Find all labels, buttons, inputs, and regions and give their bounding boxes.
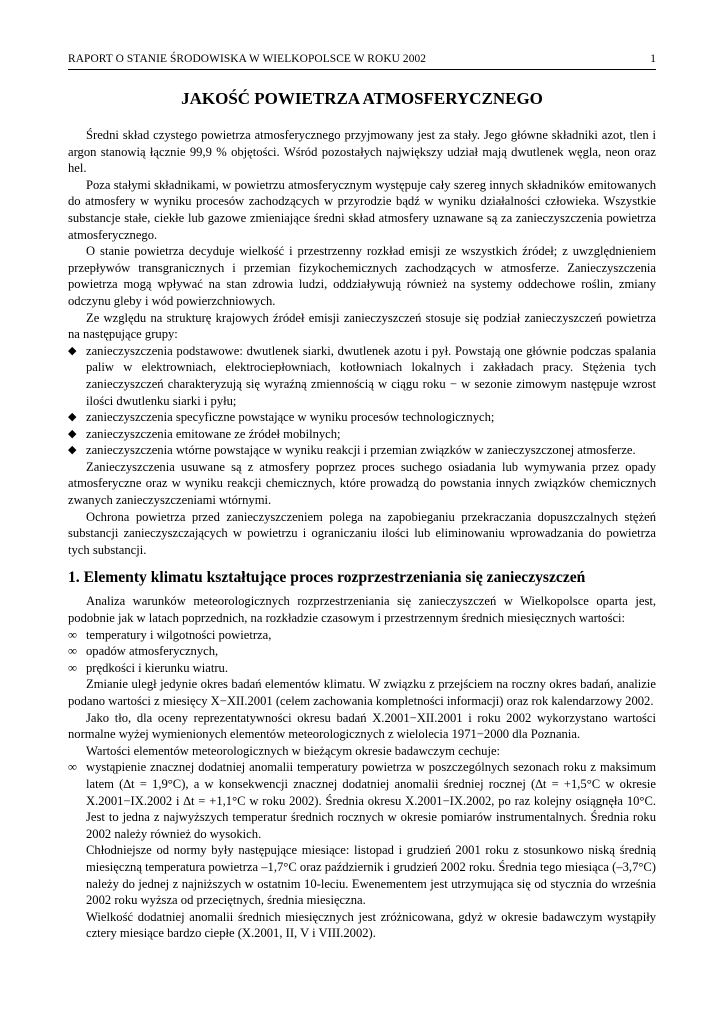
document-body: [68, 127, 656, 942]
list-item: [68, 442, 656, 459]
list-item-text: zanieczyszczenia emitowane ze źródeł mobilnych;: [86, 426, 341, 441]
header-title: RAPORT O STANIE ŚRODOWISKA W WIELKOPOLSCE W ROKU 2002: [68, 53, 427, 65]
list-item: [68, 409, 656, 426]
diamond-bullet-icon: ◆: [68, 411, 77, 424]
document-title: JAKOŚĆ POWIETRZA ATMOSFERYCZNEGO: [181, 89, 543, 108]
list-item-text: wystąpienie znacznej dodatniej anomalii temperatury powietrza w poszczególnych sezonach roku z maksimum latem (∆t = 1,9°C), a w konsekwencji znacznej dodatniej anomalii średniej rocznej (∆t = +1,5°C w okresie X.2001−IX.2002 i ∆t = +1,1°C w roku 2002). Średnia okresu X.2001−IX.2002, po raz kolejny osiągnęła 10°C. Jest to jedna z najwyższych temperatur średnich rocznych w okresie pomiarów instrumentalnych. Średnia roku 2002 należy również do wysokich.: [86, 760, 656, 841]
list-item: [68, 643, 656, 660]
paragraph: Zanieczyszczenia usuwane są z atmosfery poprzez proces suchego osiadania lub wymywania przez opady atmosferyczne oraz w wyniku reakcji chemicznych, które prowadzą do powstania innych związków chemicznych zwanych zanieczyszczeniami wtórnymi.: [68, 459, 656, 508]
paragraph: Analiza warunków meteorologicznych rozprzestrzeniania się zanieczyszczeń w Wielkopolsce oparta jest, podobnie jak w latach poprzednich, na rozkładzie czasowym i przestrzennym średnich miesięcznych wartości:: [68, 594, 656, 626]
diamond-bullet-icon: ◆: [68, 344, 77, 357]
section-heading: 1. Elementy klimatu kształtujące proces rozprzestrzeniania się zanieczyszczeń: [68, 569, 586, 587]
list-item: [68, 426, 656, 443]
list-item-text: zanieczyszczenia specyficzne powstające w wyniku procesów technologicznych;: [86, 410, 495, 425]
list-item-text: Chłodniejsze od normy były następujące miesiące: listopad i grudzień 2001 roku z stosunkowo niską średnią miesięczną temperatura powietrza –1,7°C oraz październik i grudzień 2002 roku. Średnia tego miesiąca (–3,7°C) należy do jednej z najniższych w ostatnim 10-leciu. Ewenementem jest utrzymująca się od stycznia do września 2002 roku wyższa od przeciętnych, średnia miesięczna.: [86, 843, 656, 908]
paragraph: O stanie powietrza decyduje wielkość i przestrzenny rozkład emisji ze wszystkich źródeł; z uwzględnieniem przepływów transgranicznych i przemian fizykochemicznych zachodzących w atmosferze. Zanieczyszczenia powietrza mogą wpływać na stan zdrowia ludzi, oddziaływują również na systemy oddechowe roślin, zmiany odczynu gleby i wód powierzchniowych.: [68, 244, 656, 308]
infinity-bullet-icon: ∞: [68, 760, 77, 775]
list-item: [68, 343, 656, 409]
list-item: [68, 660, 656, 677]
list-item-text: opadów atmosferycznych,: [86, 644, 219, 659]
infinity-bullet-icon: ∞: [68, 627, 77, 642]
list-item-text: temperatury i wilgotności powietrza,: [86, 627, 272, 642]
page-number: 1: [650, 53, 656, 65]
climate-elements-list: [68, 627, 656, 677]
paragraph: Jako tło, dla oceny reprezentatywności okresu badań X.2001−XII.2001 i roku 2002 wykorzystano wartości normalne wyżej wymienionych elementów meteorologicznych z wielolecia 1971−2000 dla Poznania.: [68, 710, 656, 742]
infinity-bullet-icon: ∞: [68, 660, 77, 675]
diamond-bullet-icon: ◆: [68, 427, 77, 440]
list-item-text: Wielkość dodatniej anomalii średnich miesięcznych jest zróżnicowana, gdyż w okresie badawczym wystąpiły cztery miesiące bardzo ciepłe (X.2001, II, V i VIII.2002).: [86, 909, 656, 941]
list-item: [68, 759, 656, 842]
pollutant-groups-list: [68, 343, 656, 459]
paragraph: Poza stałymi składnikami, w powietrzu atmosferycznym występuje cały szereg innych składników emitowanych do atmosfery w wyniku procesów zachodzących w przyrodzie bądź w wyniku działalności człowieka. Wszystkie substancje stałe, ciekłe lub gazowe zmieniające średni skład atmosfery uznawane są za zanieczyszczenia powietrza atmosferycznego.: [68, 177, 656, 242]
paragraph: Ze względu na strukturę krajowych źródeł emisji zanieczyszczeń stosuje się podział zanieczyszczeń powietrza na następujące grupy:: [68, 310, 656, 342]
list-item-continued: [68, 909, 656, 942]
list-item-continued: [68, 842, 656, 908]
infinity-bullet-icon: ∞: [68, 644, 77, 659]
running-header: [68, 49, 656, 70]
paragraph: Ochrona powietrza przed zanieczyszczeniem polega na zapobieganiu przekraczania dopuszczalnych stężeń substancji zanieczyszczających w powietrzu i ograniczaniu ilości lub eliminowaniu wprowadzania do powietrza tych substancji.: [68, 509, 656, 557]
list-item-text: prędkości i kierunku wiatru.: [86, 660, 228, 675]
list-item-text: zanieczyszczenia wtórne powstające w wyniku reakcji i przemian związków w zanieczyszczonej atmosferze.: [86, 443, 636, 458]
diamond-bullet-icon: ◆: [68, 444, 77, 457]
paragraph: Wartości elementów meteorologicznych w bieżącym okresie badawczym cechuje:: [86, 743, 501, 758]
list-item-text: zanieczyszczenia podstawowe: dwutlenek siarki, dwutlenek azotu i pył. Powstają one głównie podczas spalania paliw w elektrowniach, elektrociepłowniach, kotłowniach lokalnych i zakładach pracy. Stężenia tych zanieczyszczeń charakteryzują się wyraźną zmiennością w ciągu roku − w sezonie zimowym następuje wzrost ilości dwutlenku siarki i pyłu;: [86, 343, 656, 408]
paragraph: Zmianie uległ jedynie okres badań elementów klimatu. W związku z przejściem na roczny okres badań, analizie podano wartości z miesięcy X−XII.2001 (celem zachowania kompletności informacji) oraz rok kalendarzowy 2002.: [68, 677, 656, 708]
features-list: [68, 759, 656, 942]
paragraph: Średni skład czystego powietrza atmosferycznego przyjmowany jest za stały. Jego główne składniki azot, tlen i argon stanowią łącznie 99,9 % objętości. Wśród pozostałych największy udział mają dwutlenek węgla, neon oraz hel.: [68, 128, 656, 176]
list-item: [68, 627, 656, 644]
